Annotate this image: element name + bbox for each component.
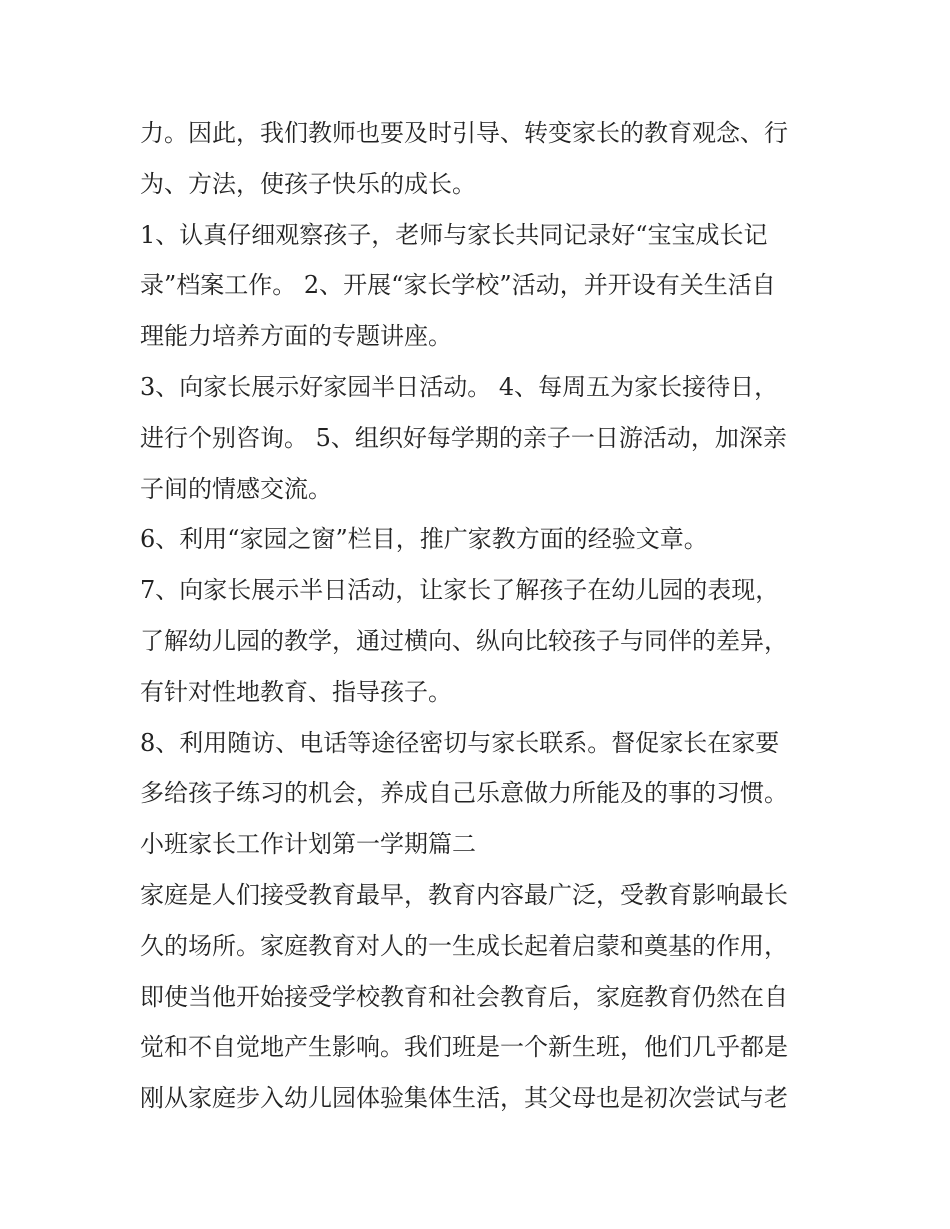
text-line: 6、利用“家园之窗”栏目，推广家教方面的经验文章。 bbox=[140, 525, 708, 554]
text-line: 1、认真仔细观察孩子，老师与家长共同记录好“宝宝成长记 bbox=[140, 220, 768, 249]
text-line: 录”档案工作。 2、开展“家长学校”活动，并开设有关生活自 bbox=[140, 271, 776, 300]
text-line: 家庭是人们接受教育最早，教育内容最广泛，受教育影响最长 bbox=[140, 880, 788, 909]
text-line: 子间的情感交流。 bbox=[140, 474, 332, 503]
document-body bbox=[140, 108, 820, 1124]
text-line: 刚从家庭步入幼儿园体验集体生活，其父母也是初次尝试与老 bbox=[140, 1084, 788, 1113]
text-line: 8、利用随访、电话等途径密切与家长联系。督促家长在家要 bbox=[140, 728, 780, 757]
text-line: 3、向家长展示好家园半日活动。 4、每周五为家长接待日， bbox=[140, 372, 779, 401]
section-heading: 小班家长工作计划第一学期篇二 bbox=[140, 830, 476, 859]
text-line: 进行个别咨询。 5、组织好每学期的亲子一日游活动，加深亲 bbox=[140, 423, 787, 452]
text-line: 力。因此，我们教师也要及时引导、转变家长的教育观念、行 bbox=[140, 119, 788, 147]
text-line: 有针对性地教育、指导孩子。 bbox=[140, 677, 452, 706]
text-line: 理能力培养方面的专题讲座。 bbox=[140, 322, 452, 351]
text-line: 久的场所。家庭教育对人的一生成长起着启蒙和奠基的作用， bbox=[140, 931, 788, 960]
text-line: 了解幼儿园的教学，通过横向、纵向比较孩子与同伴的差异， bbox=[140, 626, 788, 655]
text-line: 即使当他开始接受学校教育和社会教育后，家庭教育仍然在自 bbox=[140, 982, 788, 1011]
text-line: 7、向家长展示半日活动，让家长了解孩子在幼儿园的表现， bbox=[140, 576, 780, 605]
text-line: 多给孩子练习的机会，养成自己乐意做力所能及的事的习惯。 bbox=[140, 779, 788, 808]
text-line: 觉和不自觉地产生影响。我们班是一个新生班，他们几乎都是 bbox=[140, 1033, 788, 1062]
text-line: 为、方法，使孩子快乐的成长。 bbox=[140, 169, 476, 198]
